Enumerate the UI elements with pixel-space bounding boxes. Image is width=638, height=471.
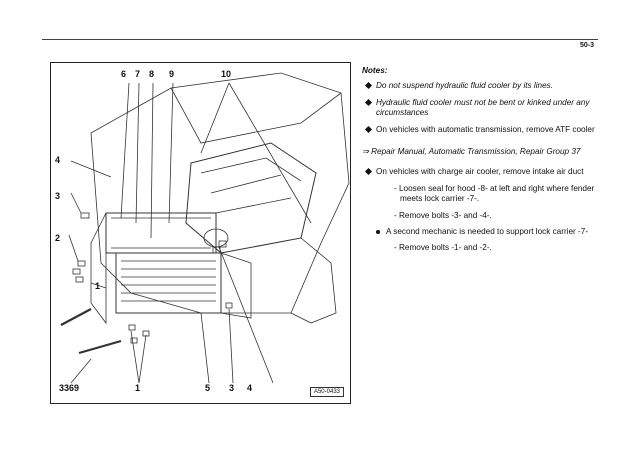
diamond-bullet-icon: [365, 168, 372, 175]
callout-4-bottom: 4: [247, 383, 253, 393]
repair-manual-reference: ⇒ Repair Manual, Automatic Transmission, Repair Group 37: [362, 147, 581, 157]
header-rule: [42, 39, 598, 40]
note-1: Do not suspend hydraulic fluid cooler by its lines.: [362, 81, 598, 91]
page-number: 50-3: [579, 42, 594, 49]
callout-6: 6: [121, 69, 127, 79]
substep-remove-bolts-1-2: - Remove bolts -1- and -2-.: [394, 243, 492, 253]
bullet-icon: [376, 230, 380, 234]
substep-remove-bolts-3-4: - Remove bolts -3- and -4-.: [394, 210, 492, 220]
step-intake-duct: On vehicles with charge air cooler, remove intake air duct: [362, 167, 598, 177]
notes-section: [362, 66, 598, 260]
figure-code: A50-0433: [310, 387, 344, 397]
callout-9: 9: [169, 69, 175, 79]
note-2: Hydraulic fluid cooler must not be bent or kinked under any circumstances: [362, 98, 598, 119]
engine-illustration: [51, 63, 351, 403]
callout-4-top: 4: [55, 155, 61, 165]
notes-title: Notes:: [362, 66, 388, 75]
note-second-mechanic: A second mechanic is needed to support lock carrier -7-: [362, 227, 598, 237]
diamond-bullet-icon: [365, 82, 372, 89]
callout-10: 10: [221, 69, 232, 79]
callout-3-top: 3: [55, 191, 61, 201]
callout-7: 7: [135, 69, 141, 79]
callout-8: 8: [149, 69, 155, 79]
callout-3369: 3369: [59, 383, 80, 393]
exploded-diagram: [50, 62, 351, 404]
substep-loosen-seal: - Loosen seal for hood -8- at left and right where fender meets lock carrier -7-.: [394, 183, 595, 204]
diamond-bullet-icon: [365, 99, 372, 106]
callout-2: 2: [55, 233, 61, 243]
diamond-bullet-icon: [365, 126, 372, 133]
callout-1-bottom: 1: [135, 383, 141, 393]
callout-5: 5: [205, 383, 211, 393]
callout-3-bottom: 3: [229, 383, 235, 393]
step-atf-cooler: On vehicles with automatic transmission, remove ATF cooler: [362, 125, 598, 135]
callout-1-side: 1: [95, 281, 101, 291]
